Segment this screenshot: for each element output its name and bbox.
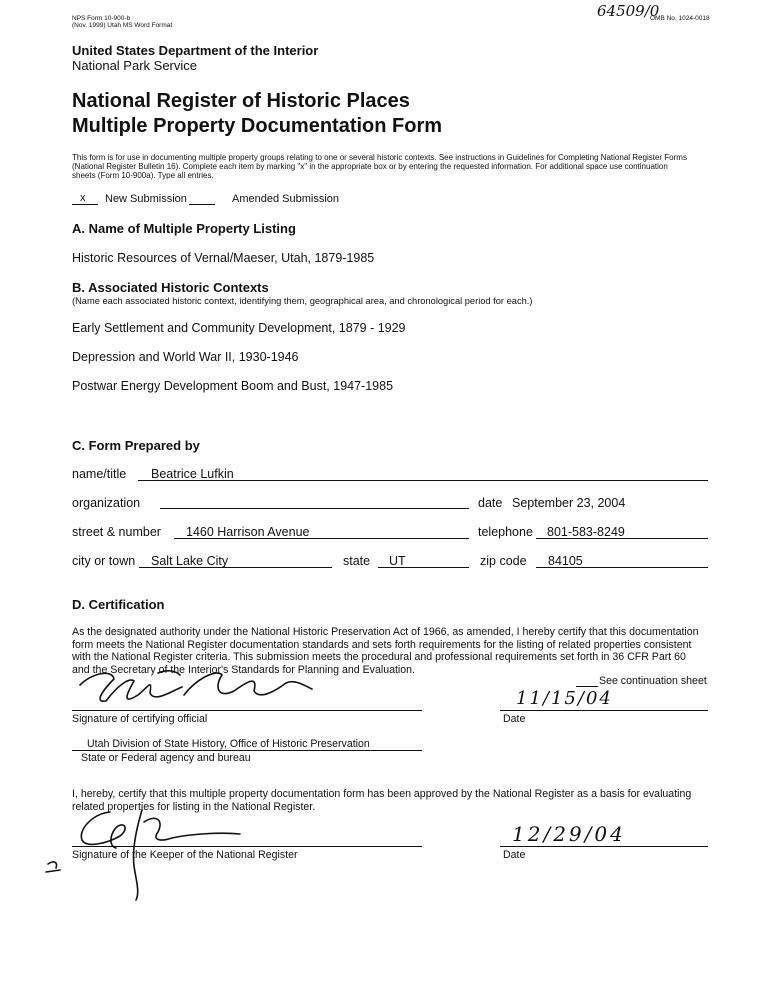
form-title-line2: Multiple Property Documentation Form — [72, 115, 443, 137]
telephone-label: telephone — [478, 525, 533, 539]
keeper-signature-label: Signature of the Keeper of the National Register — [72, 849, 298, 861]
certification-line2: form meets the National Register documentation standards and sets forth requirements for the listing of related properties consistent — [72, 638, 692, 651]
telephone-value: 801-583-8249 — [547, 525, 625, 539]
date-label: date — [478, 496, 503, 510]
keeper-date-line[interactable] — [500, 846, 708, 847]
form-revision: (Nov. 1999) Utah MS Word Format — [72, 22, 173, 29]
amended-submission-label: Amended Submission — [232, 193, 340, 205]
continuation-sheet-checkbox[interactable] — [576, 686, 598, 687]
certification-date-handwritten: 11/15/04 — [516, 688, 613, 709]
keeper-signature-line[interactable] — [72, 846, 422, 847]
street-label: street & number — [72, 525, 161, 539]
agency-value: Utah Division of State History, Office of Historic Preservation — [87, 738, 370, 750]
keeper-certification-line1: I, hereby, certify that this multiple property documentation form has been approved by the National Register as a basis for evaluating — [72, 788, 692, 800]
instructions-line2: (National Register Bulletin 16). Complete each item by marking "x" in the appropriate box or by entering the requested information. For additional space use continuation — [72, 162, 668, 171]
date-value: September 23, 2004 — [512, 496, 626, 510]
historic-context-3: Postwar Energy Development Boom and Bust, 1947-1985 — [72, 379, 394, 393]
zip-label: zip code — [480, 554, 527, 568]
name-title-value: Beatrice Lufkin — [151, 467, 234, 481]
agency-line[interactable] — [72, 750, 422, 751]
certification-line3: with the National Register criteria. This submission meets the procedural and professional requirements set forth in 36 CFR Part 60 — [72, 651, 686, 663]
section-b-note: (Name each associated historic context, identifying them, geographical area, and chronological period for each.) — [72, 296, 533, 306]
agency-label: State or Federal agency and bureau — [81, 752, 251, 764]
new-submission-mark[interactable]: x — [80, 192, 86, 204]
certification-line1: As the designated authority under the National Historic Preservation Act of 1966, as amended, I hereby certify that this documentation — [72, 626, 699, 638]
certifying-official-signature — [72, 655, 332, 715]
city-label: city or town — [72, 554, 136, 568]
historic-context-1: Early Settlement and Community Development, 1879 - 1929 — [72, 321, 406, 335]
keeper-certification-line2: related properties for listing in the National Register. — [72, 800, 316, 813]
certifying-signature-line[interactable] — [72, 710, 422, 711]
handwritten-reference: 64509/0 — [597, 2, 660, 20]
organization-label: organization — [72, 496, 141, 510]
service-name: National Park Service — [72, 58, 197, 73]
zip-value: 84105 — [548, 554, 583, 568]
amended-submission-blank[interactable] — [189, 204, 215, 205]
department-name: United States Department of the Interior — [72, 43, 319, 58]
instructions-line1: This form is for use in documenting multiple property groups relating to one or several historic contexts. See instructions in Guidelines for Completing National Register Forms — [72, 153, 687, 162]
new-submission-label: New Submission — [105, 193, 187, 205]
keeper-date-handwritten: 12/29/04 — [512, 822, 626, 846]
keeper-date-label: Date — [503, 849, 526, 861]
form-number: NPS Form 10-900-b — [72, 15, 131, 22]
historic-context-2: Depression and World War II, 1930-1946 — [72, 350, 299, 364]
section-b-heading: B. Associated Historic Contexts — [72, 280, 269, 295]
section-d-heading: D. Certification — [72, 597, 165, 612]
instructions-line3: sheets (Form 10-900a). Type all entries. — [72, 171, 214, 180]
certifying-signature-label: Signature of certifying official — [72, 713, 208, 725]
section-a-heading: A. Name of Multiple Property Listing — [72, 221, 296, 236]
name-title-label: name/title — [72, 467, 127, 481]
section-c-heading: C. Form Prepared by — [72, 438, 200, 453]
certification-date-label: Date — [503, 713, 526, 725]
state-value: UT — [389, 554, 406, 568]
certification-line4: and the Secretary of the Interior's Standards for Planning and Evaluation. — [72, 663, 415, 676]
omb-number: OMB No. 1024-0018 — [650, 15, 710, 22]
state-label: state — [343, 554, 371, 568]
continuation-sheet-label: See continuation sheet — [599, 675, 707, 687]
city-value: Salt Lake City — [151, 554, 229, 568]
organization-field[interactable] — [160, 508, 469, 509]
multiple-property-name: Historic Resources of Vernal/Maeser, Utah, 1879-1985 — [72, 251, 375, 265]
certification-date-line[interactable] — [500, 710, 708, 711]
form-title-line1: National Register of Historic Places — [72, 90, 410, 112]
street-value: 1460 Harrison Avenue — [186, 525, 310, 539]
